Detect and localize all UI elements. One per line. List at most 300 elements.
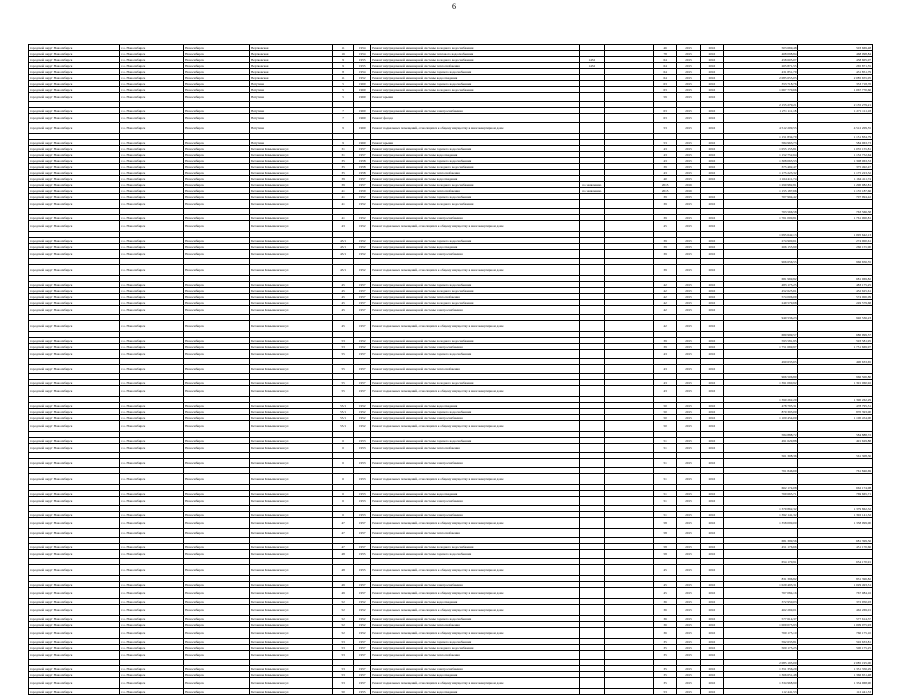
cell-cost1 [724,565,798,576]
cell-house: 31 [332,152,353,158]
cell-cost2: 1 155 187,66 [798,188,873,194]
cell-y1: 2015 [677,365,700,374]
cell-cost1: 500 175,25 [724,645,798,651]
cell-street: Бетонная Камышенская ул [250,512,333,518]
cell-district: городской округ Новосибирск [29,63,120,69]
repair-program-table [28,44,873,695]
cell-y2: 2016 [700,550,723,559]
cell-cost1: 249 579,68 [724,300,798,306]
cell-y1: 2015 [677,605,700,616]
cell-count: 64 [653,75,676,81]
cell-district: городской округ Новосибирск [29,300,120,306]
cell-district: городской округ Новосибирск [29,170,120,176]
cell-street: Бетонная Камышенская ул [250,158,333,164]
cell-spacer [605,678,654,689]
cell-city: Новосибирск [184,415,250,421]
cell-count: 45 [653,565,676,576]
cell-cost1: 592 633,81 [724,639,798,645]
cell-cost1: 458 605,07 [724,57,798,63]
cell-cost2: 767 084,16 [798,588,873,599]
cell-y2: 2016 [700,57,723,63]
cell-count: 43 [653,146,676,152]
cell-area: 1432 [579,57,605,63]
cell-y1: 2015 [677,403,700,409]
cell-house: 6 [332,444,353,453]
cell-count: 39 [653,164,676,170]
cell-cost2: 274 900,61 [798,238,873,244]
cell-house: 53 [332,651,353,660]
cell-street: Бетонная Камышенская ул [250,582,333,588]
table-row [29,365,873,374]
cell-spacer [605,114,654,123]
cell-street: Вертковская [250,51,333,57]
cell-cost1: 1 351 356,29 [724,666,798,672]
cell-locality-type: г.о. Новосибирск [120,87,184,93]
cell-city: Новосибирск [184,306,250,315]
cell-count: 51 [653,444,676,453]
table-row [29,386,873,397]
cell-spacer [605,605,654,616]
cell-year: 1953 [354,438,371,444]
cell-year: 1954 [354,51,371,57]
cell-count: 64 [653,57,676,63]
cell-house: 45 [332,282,353,288]
cell-area: 1432 [579,63,605,69]
cell-street: Бетонная Камышенская ул [250,188,333,194]
cell-year: 1957 [354,176,371,182]
cell-house: 53 [332,338,353,344]
cell-district: городской округ Новосибирск [29,140,120,146]
cell-work: Ремонт внутридомовой инженерной системы холодного водоснабжения [371,300,579,306]
cell-y2: 2016 [700,415,723,421]
cell-cost1: 490 633,65 [724,359,798,365]
cell-district: городской округ Новосибирск [29,158,120,164]
cell-spacer [605,565,654,576]
cell-cost1: 2 085 195,00 [724,660,798,666]
cell-house: 53 [332,639,353,645]
cell-spacer [605,365,654,374]
cell-y2: 2016 [700,666,723,672]
cell-y2: 2016 [700,170,723,176]
cell-locality-type: г.о. Новосибирск [120,69,184,75]
cell-cost1: 265 871,55 [724,63,798,69]
cell-work: Ремонт внутридомовой инженерной системы горячего водоснабжения [371,639,579,645]
cell-city: Новосибирск [184,639,250,645]
cell-year: 1955 [354,550,371,559]
cell-y2: 2016 [700,282,723,288]
cell-y2: 2016 [700,645,723,651]
cell-cost1: 577 614,37 [724,616,798,622]
cell-locality-type: г.о. Новосибирск [120,474,184,485]
table-row [29,444,873,453]
cell-spacer [605,250,654,259]
cell-y2: 2016 [700,689,723,695]
cell-work: Ремонт внутридомовой инженерной системы электроснабжения [371,215,579,221]
cell-y1: 2015 [677,114,700,123]
cell-cost2: 500 175,25 [798,645,873,651]
cell-work: Ремонт внутридомовой инженерной системы теплоснабжения [371,63,579,69]
cell-house: 52 [332,605,353,616]
cell-locality-type: г.о. Новосибирск [120,599,184,605]
cell-y2: 2016 [700,45,723,51]
cell-house: 43 [332,221,353,232]
cell-cost1 [724,550,798,559]
cell-year: 1952 [354,599,371,605]
cell-house: 45 [332,306,353,315]
cell-work: Ремонт внутридомовой инженерной системы электроснабжения [371,666,579,672]
table-row [29,459,873,468]
cell-city: Новосибирск [184,182,250,188]
cell-cost1: 1 358 099,00 [724,518,798,529]
cell-year: 1957 [354,365,371,374]
page-number: 6 [452,2,456,11]
cell-street: Ватутина [250,87,333,93]
cell-spacer [605,306,654,315]
cell-y2: 2016 [700,108,723,114]
cell-y2: 2016 [700,518,723,529]
cell-work: Ремонт внутридомовой инженерной системы горячего водоснабжения [371,282,579,288]
cell-house: 52 [332,616,353,622]
cell-locality-type: г.о. Новосибирск [120,188,184,194]
cell-y2: 2016 [700,93,723,102]
cell-locality-type: г.о. Новосибирск [120,51,184,57]
cell-street: Бетонная Камышенская ул [250,497,333,506]
cell-district: городской округ Новосибирск [29,265,120,276]
cell-count: 51 [653,497,676,506]
cell-count: 42 [653,306,676,315]
cell-locality-type: г.о. Новосибирск [120,146,184,152]
cell-cost1: 1 009 075,93 [724,622,798,628]
cell-cost1: 1 151 834,79 [724,134,798,140]
cell-street: Вертковская [250,57,333,63]
cell-y1: 2015 [677,444,700,453]
cell-cost1: 372 950,03 [724,599,798,605]
cell-district: городской округ Новосибирск [29,666,120,672]
cell-work: Ремонт фасада [371,114,579,123]
cell-count: 53 [653,123,676,134]
cell-district: городской округ Новосибирск [29,639,120,645]
cell-y1: 2015 [677,321,700,332]
cell-y2: 2016 [700,622,723,628]
cell-count: 39 [653,338,676,344]
cell-district: городской округ Новосибирск [29,616,120,622]
cell-district: городской округ Новосибирск [29,438,120,444]
cell-house: 52 [332,599,353,605]
cell-count: 51 [653,438,676,444]
cell-city: Новосибирск [184,582,250,588]
cell-year: 1957 [354,645,371,651]
cell-district: городской округ Новосибирск [29,123,120,134]
cell-district: городской округ Новосибирск [29,605,120,616]
cell-city: Новосибирск [184,550,250,559]
cell-y1: 2015 [677,672,700,678]
cell-district: городской округ Новосибирск [29,582,120,588]
cell-cost1 [724,529,798,538]
cell-count: 35 [653,639,676,645]
cell-cost2: 662 174,08 [798,485,873,491]
table-row [29,306,873,315]
cell-cost1: 491 629,88 [724,438,798,444]
cell-y2: 2016 [700,365,723,374]
cell-y1: 2015 [677,123,700,134]
cell-cost2 [798,265,873,276]
cell-district: городской округ Новосибирск [29,550,120,559]
cell-y2: 2016 [700,114,723,123]
cell-y2: 2016 [700,123,723,134]
cell-work: Ремонт внутридомовой инженерной системы водоотведения [371,176,579,182]
cell-y1: 2015 [677,244,700,250]
cell-locality-type: г.о. Новосибирск [120,194,184,200]
cell-y2: 2016 [700,639,723,645]
cell-year: 1958 [354,170,371,176]
cell-city: Новосибирск [184,599,250,605]
cell-spacer [605,123,654,134]
cell-cost1: 4 512 209,55 [724,123,798,134]
cell-y2: 2016 [700,81,723,87]
cell-district: городской округ Новосибирск [29,678,120,689]
cell-cost2: 1 379 862,32 [798,506,873,512]
cell-locality-type: г.о. Новосибирск [120,282,184,288]
cell-year: 1952 [354,344,371,350]
cell-count: 43 [653,158,676,164]
cell-work: Ремонт подвальных помещений, относящихся к общему имуществу в многоквартирном доме [371,518,579,529]
cell-y2: 2016 [700,438,723,444]
cell-cost2: 2 085 195,00 [798,660,873,666]
cell-year: 1952 [354,250,371,259]
cell-year: 1958 [354,164,371,170]
cell-street: Бетонная Камышенская ул [250,306,333,315]
cell-work: Ремонт внутридомовой инженерной системы теплового водоснабжения [371,51,579,57]
cell-street: Вертковская [250,45,333,51]
cell-city: Новосибирск [184,444,250,453]
cell-city: Новосибирск [184,421,250,432]
cell-locality-type: г.о. Новосибирск [120,628,184,639]
cell-year: 1957 [354,146,371,152]
cell-year: 1952 [354,622,371,628]
cell-district: городской округ Новосибирск [29,57,120,63]
cell-street: Бетонная Камышенская ул [250,651,333,660]
cell-locality-type: г.о. Новосибирск [120,244,184,250]
cell-count: 63 [653,81,676,87]
cell-district: городской округ Новосибирск [29,622,120,628]
cell-locality-type: г.о. Новосибирск [120,365,184,374]
cell-y1: 2015 [677,170,700,176]
cell-count: 46 [653,45,676,51]
cell-cost2: 1 358 099,00 [798,518,873,529]
cell-cost2: 681 969,82 [798,276,873,282]
cell-y1: 2015 [677,415,700,421]
cell-work: Ремонт внутридомовой инженерной системы электроснабжения [371,415,579,421]
cell-house: 47 [332,518,353,529]
cell-y1: 2015 [677,63,700,69]
cell-work: Ремонт внутридомовой инженерной системы теплоснабжения [371,365,579,374]
cell-y1: 2015 [677,282,700,288]
cell-y2: 2016 [700,344,723,350]
cell-cost1: 1 155 187,66 [724,188,798,194]
cell-y1: 2015 [677,81,700,87]
cell-cost1 [724,321,798,332]
cell-city: Новосибирск [184,164,250,170]
cell-y1: 2015 [677,51,700,57]
table-row [29,421,873,432]
cell-y2: 2016 [700,238,723,244]
cell-house: 16 [332,51,353,57]
cell-locality-type: г.о. Новосибирск [120,45,184,51]
cell-cost1 [724,651,798,660]
cell-city: Новосибирск [184,497,250,506]
cell-cost2: 490 633,65 [798,359,873,365]
cell-street: Бетонная Камышенская ул [250,321,333,332]
cell-spacer [605,459,654,468]
cell-city: Новосибирск [184,93,250,102]
cell-city: Новосибирск [184,321,250,332]
cell-y2: 2016 [700,250,723,259]
cell-year: 1957 [354,152,371,158]
cell-cost2 [798,365,873,374]
cell-city: Новосибирск [184,350,250,359]
cell-cost2 [798,444,873,453]
cell-district: городской округ Новосибирск [29,81,120,87]
table-row [29,123,873,134]
cell-count: 39 [653,244,676,250]
cell-cost1: 375 492,47 [724,164,798,170]
cell-y1: 2015 [677,491,700,497]
cell-year: 1960 [354,87,371,93]
cell-city: Новосибирск [184,491,250,497]
table-row [29,518,873,529]
table-row [29,265,873,276]
cell-year: 1957 [354,294,371,300]
cell-count: 59 [653,93,676,102]
cell-cost1: 593 581,95 [724,338,798,344]
cell-y2: 2016 [700,63,723,69]
cell-area [579,221,605,232]
cell-cost1: 870 393,00 [724,409,798,415]
cell-city: Новосибирск [184,75,250,81]
cell-street: Вертковская [250,63,333,69]
cell-y2: 2016 [700,176,723,182]
table-row [29,497,873,506]
cell-count: 43 [653,386,676,397]
cell-city: Новосибирск [184,170,250,176]
cell-cost2: 1 390 262,29 [798,397,873,403]
cell-house: 9 [332,63,353,69]
cell-street: Вертковская [250,69,333,75]
cell-y1: 2015 [677,582,700,588]
cell-y2: 2016 [700,651,723,660]
cell-area [579,497,605,506]
cell-house: 48 [332,550,353,559]
cell-house: 11 [332,75,353,81]
cell-locality-type: г.о. Новосибирск [120,512,184,518]
cell-city: Новосибирск [184,69,250,75]
cell-city: Новосибирск [184,123,250,134]
cell-cost1: 1 029 493,31 [724,582,798,588]
cell-house: 31 [332,146,353,152]
cell-city: Новосибирск [184,215,250,221]
cell-y2: 2016 [700,421,723,432]
cell-y2: 2016 [700,152,723,158]
cell-y1: 2015 [677,689,700,695]
cell-street: Бетонная Камышенская ул [250,176,333,182]
cell-cost1: 707 994,42 [724,194,798,200]
cell-cost1 [724,474,798,485]
cell-y1: 2016 [677,188,700,194]
cell-year: 1957 [354,306,371,315]
cell-cost2: 760 175,10 [798,628,873,639]
table-row [29,628,873,639]
cell-city: Новосибирск [184,459,250,468]
table-row [29,221,873,232]
table-row [29,93,873,102]
cell-cost1: 452 625,61 [724,288,798,294]
table-row [29,565,873,576]
cell-cost2: 1 334 968,90 [798,678,873,689]
table-row [29,605,873,616]
cell-work: Ремонт внутридомовой инженерной системы водоотведения [371,689,579,695]
cell-district: городской округ Новосибирск [29,628,120,639]
cell-cost2: 584 888,72 [798,432,873,438]
cell-cost1: 1 100 454,00 [724,415,798,421]
cell-street: Бетонная Камышенская ул [250,672,333,678]
cell-y1: 2015 [677,588,700,599]
cell-area: по заявлению [579,188,605,194]
cell-street: Бетонная Камышенская ул [250,221,333,232]
cell-cost2: 1 392 141,32 [798,512,873,518]
cell-city: Новосибирск [184,518,250,529]
cell-city: Новосибирск [184,622,250,628]
cell-area [579,459,605,468]
cell-y2: 2016 [700,350,723,359]
cell-y2: 2016 [700,321,723,332]
cell-cost2: 4 512 209,55 [798,123,873,134]
cell-work: Ремонт внутридомовой инженерной системы холодного водоснабжения [371,380,579,386]
cell-spacer [605,386,654,397]
cell-cost2: 1 308 063,53 [798,158,873,164]
cell-cost2 [798,550,873,559]
cell-cost2: 375 492,47 [798,164,873,170]
cell-street: Бетонная Камышенская ул [250,599,333,605]
cell-city: Новосибирск [184,678,250,689]
cell-city: Новосибирск [184,338,250,344]
cell-count: 42 [653,282,676,288]
cell-work: Ремонт внутридомовой инженерной системы электроснабжения [371,497,579,506]
cell-street: Бетонная Камышенская ул [250,544,333,550]
cell-y1: 2015 [677,200,700,209]
cell-work: Ремонт подвальных помещений, относящихся к общему имуществу в многоквартирном доме [371,474,579,485]
cell-district: городской округ Новосибирск [29,689,120,695]
cell-spacer [605,497,654,506]
cell-locality-type: г.о. Новосибирск [120,386,184,397]
cell-year: 1952 [354,75,371,81]
cell-y2: 2016 [700,565,723,576]
cell-y2: 2016 [700,338,723,344]
cell-city: Новосибирск [184,689,250,695]
cell-y1: 2015 [677,194,700,200]
cell-street: Бетонная Камышенская ул [250,403,333,409]
cell-cost2 [798,350,873,359]
cell-cost2: 1 761 000,81 [798,215,873,221]
cell-y1: 2015 [677,164,700,170]
cell-count: 35 [653,678,676,689]
cell-work: Ремонт подвальных помещений, относящихся к общему имуществу в многоквартирном доме [371,421,579,432]
cell-work: Ремонт внутридомовой инженерной системы холодного водоснабжения [371,544,579,550]
cell-count: 78 [653,51,676,57]
cell-cost1 [724,265,798,276]
cell-locality-type: г.о. Новосибирск [120,588,184,599]
cell-house: 55 [332,386,353,397]
cell-cost1 [724,306,798,315]
